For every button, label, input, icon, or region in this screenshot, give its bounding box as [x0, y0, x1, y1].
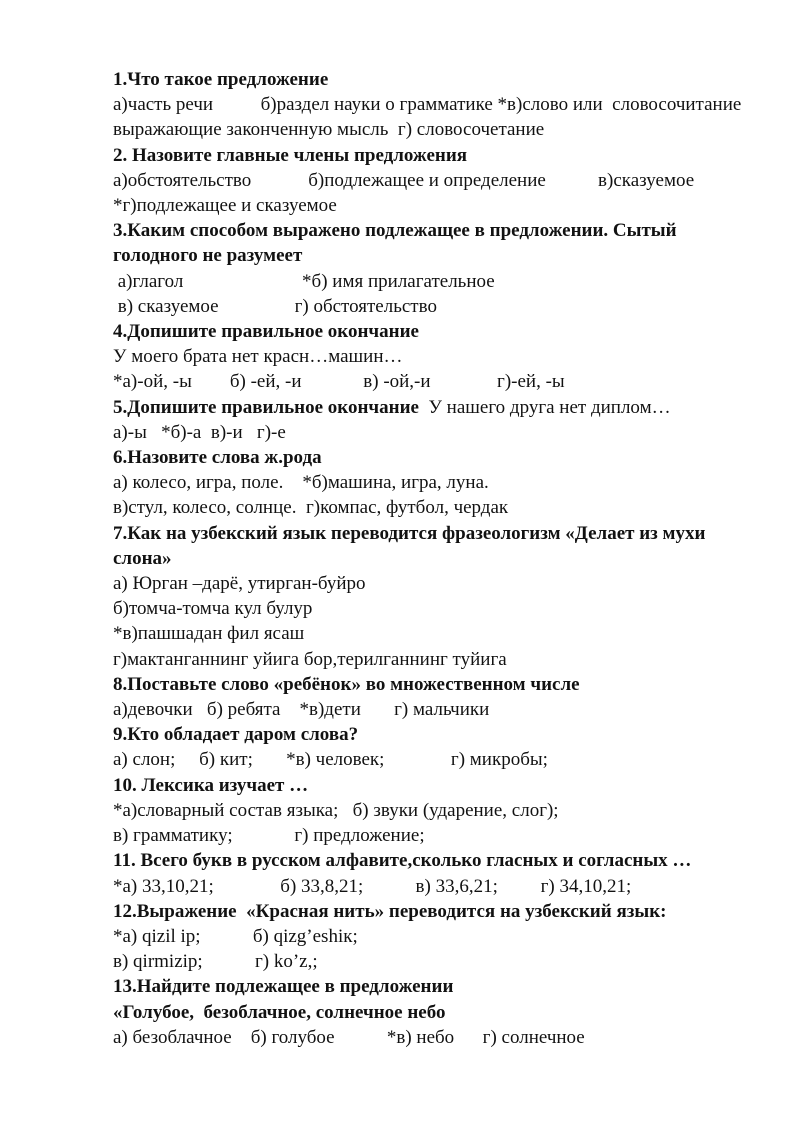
text-run: голодного не разумеет — [113, 245, 303, 267]
text-run: *а) qizil ip; б) qizg’eshiк; — [113, 925, 358, 947]
doc-line-options — [113, 1025, 760, 1050]
doc-line-question-title-continuation — [113, 546, 760, 571]
doc-line-options — [113, 924, 760, 949]
text-run: *г)подлежащее и сказуемое — [113, 195, 337, 217]
doc-line-question-body — [113, 344, 760, 369]
doc-line-question-title — [113, 218, 760, 243]
text-run: 11. Всего букв в русском алфавите,сколько гласных и согласных … — [113, 850, 692, 872]
doc-line-options — [113, 949, 760, 974]
doc-line-options — [113, 747, 760, 772]
text-run: а) Юрган –дарё, утирган-буйро — [113, 573, 366, 595]
doc-line-options — [113, 92, 760, 117]
text-run: а) безоблачное б) голубое *в) небо г) солнечное — [113, 1026, 585, 1048]
text-run: У нашего друга нет диплом… — [418, 396, 671, 418]
doc-line-question-title-continuation — [113, 1000, 760, 1025]
text-run: а)глагол *б) имя прилагательное — [113, 270, 495, 292]
doc-line-options — [113, 874, 760, 899]
doc-line-question-title — [113, 445, 760, 470]
doc-line-question-title — [113, 143, 760, 168]
doc-line-options — [113, 823, 760, 848]
doc-line-question-title — [113, 67, 760, 92]
text-run: *а)-ой, -ы б) -ей, -и в) -ой,-и г)-ей, -ы — [113, 371, 565, 393]
text-run: 7.Как на узбекский язык переводится фразеологизм «Делает из мухи — [113, 522, 706, 544]
text-run: 1.Что такое предложение — [113, 69, 329, 90]
text-run: 12.Выражение «Красная нить» переводится на узбекский язык: — [113, 900, 667, 922]
doc-line-options — [113, 168, 760, 193]
doc-line-question-title — [113, 722, 760, 747]
doc-line-options — [113, 571, 760, 596]
doc-line-options — [113, 647, 760, 672]
text-run: 5.Допишите правильное окончание — [113, 396, 419, 418]
text-run: *в)пашшадан фил ясаш — [113, 623, 305, 645]
text-run: а)часть речи б)раздел науки о грамматике *в)слово или словосочитание — [113, 94, 742, 116]
text-run: 6.Назовите слова ж.рода — [113, 447, 322, 469]
doc-line-options-continuation — [113, 117, 760, 142]
text-run: 13.Найдите подлежащее в предложении — [113, 976, 454, 998]
text-run: б)томча-томча кул булур — [113, 598, 313, 620]
doc-line-options — [113, 697, 760, 722]
text-run: в)стул, колесо, солнце. г)компас, футбол, чердак — [113, 497, 509, 519]
text-run: г)мактанганнинг уйига бор,терилганнинг туйига — [113, 648, 507, 670]
text-run: в) грамматику; г) предложение; — [113, 825, 425, 847]
doc-line-question-title — [113, 319, 760, 344]
text-run: 2. Назовите главные члены предложения — [113, 144, 468, 166]
text-run: 9.Кто обладает даром слова? — [113, 724, 359, 746]
text-run: выражающие законченную мысль г) словосочетание — [113, 119, 545, 141]
text-run: а)девочки б) ребята *в)дети г) мальчики — [113, 699, 490, 721]
doc-line-options — [113, 420, 760, 445]
text-run: а) колесо, игра, поле. *б)машина, игра, луна. — [113, 472, 489, 494]
quiz-document-body — [113, 67, 760, 1050]
doc-line-question-title — [113, 974, 760, 999]
text-run: слона» — [113, 547, 172, 569]
doc-line-options — [113, 369, 760, 394]
text-run: 4.Допишите правильное окончание — [113, 321, 419, 343]
text-run: а)-ы *б)-а в)-и г)-е — [113, 421, 286, 443]
text-run: в) qirmizip; г) ko’z,; — [113, 951, 318, 973]
doc-line-options — [113, 193, 760, 218]
doc-line-options — [113, 294, 760, 319]
text-run: У моего брата нет красн…машин… — [113, 346, 403, 368]
text-run: 10. Лексика изучает … — [113, 774, 309, 796]
text-run: 8.Поставьте слово «ребёнок» во множественном числе — [113, 673, 580, 695]
doc-line-question-title — [113, 395, 760, 420]
doc-line-question-title — [113, 848, 760, 873]
text-run: в) сказуемое г) обстоятельство — [113, 295, 437, 317]
doc-line-question-title — [113, 773, 760, 798]
doc-line-question-title — [113, 521, 760, 546]
doc-line-options — [113, 470, 760, 495]
doc-line-question-title — [113, 672, 760, 697]
doc-line-options — [113, 269, 760, 294]
text-run: *а)словарный состав языка; б) звуки (ударение, слог); — [113, 799, 559, 821]
text-run: 3.Каким способом выражено подлежащее в предложении. Сытый — [113, 220, 677, 242]
doc-line-options — [113, 621, 760, 646]
doc-line-options — [113, 798, 760, 823]
text-run: «Голубое, безоблачное, солнечное небо — [113, 1001, 446, 1023]
doc-line-options — [113, 596, 760, 621]
doc-line-question-title-continuation — [113, 243, 760, 268]
text-run: а) слон; б) кит; *в) человек; г) микробы; — [113, 749, 548, 771]
doc-line-options — [113, 495, 760, 520]
text-run: *а) 33,10,21; б) 33,8,21; в) 33,6,21; г) 34,10,21; — [113, 875, 632, 897]
text-run: а)обстоятельство б)подлежащее и определение в)сказуемое — [113, 169, 695, 191]
doc-line-question-title — [113, 899, 760, 924]
